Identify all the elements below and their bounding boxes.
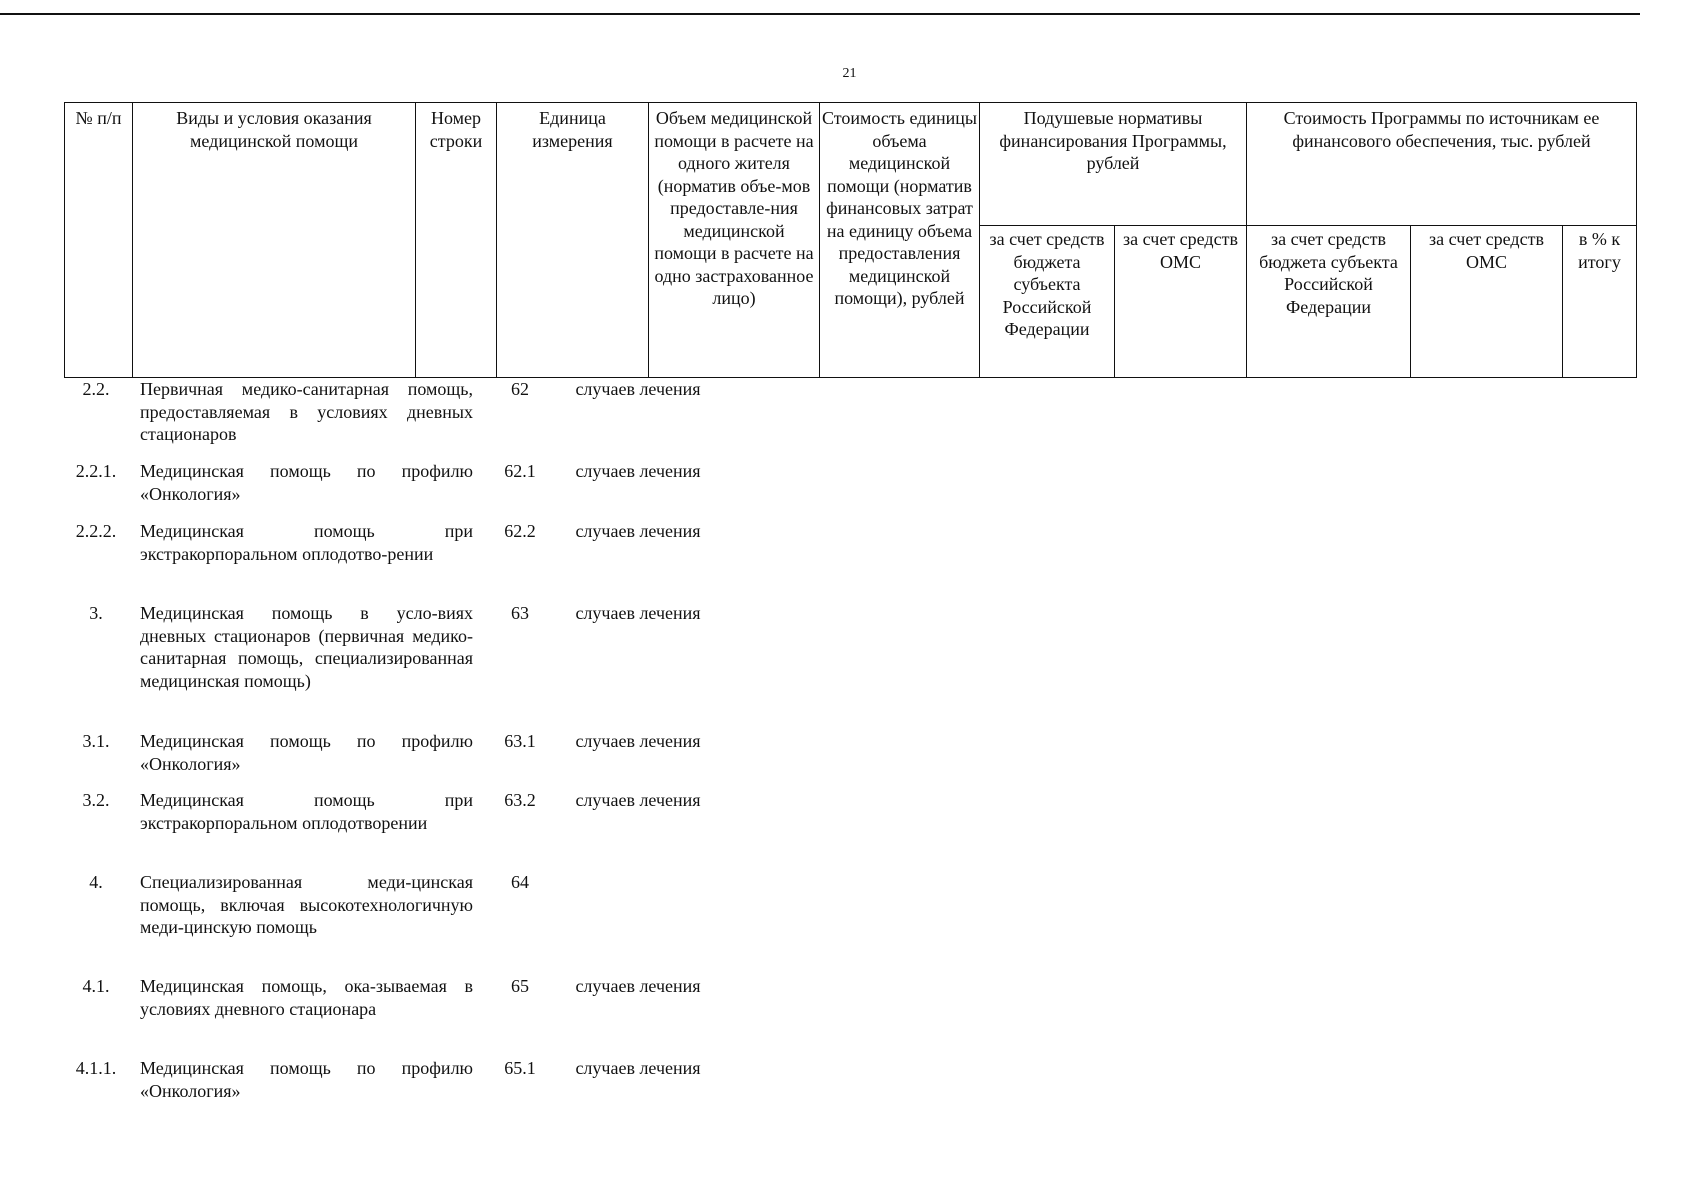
header-kind: Виды и условия оказания медицинской помощи [133,103,416,378]
header-program-cost: Стоимость Программы по источникам ее финансового обеспечения, тыс. рублей [1247,103,1637,226]
row-num: 4. [89,872,103,892]
row-unit: случаев лечения [575,603,701,623]
table-header [64,102,1637,378]
header-unit: Единица измерения [497,103,649,378]
header-program-percent: в % к итогу [1563,226,1637,378]
row-name: Специализированная меди-цинская помощь, включая высокотехнологичную меди-цинскую помощь [140,872,473,937]
row-line: 64 [511,872,529,892]
row-unit: случаев лечения [575,461,701,481]
row-num: 3.1. [82,731,110,751]
row-name: Медицинская помощь по профилю «Онкология» [140,1058,473,1101]
row-num: 2.2. [82,379,110,399]
row-line: 65 [511,976,529,996]
row-unit: случаев лечения [575,790,701,810]
row-line: 63 [511,603,529,623]
row-unit: случаев лечения [575,521,701,541]
row-unit: случаев лечения [575,731,701,751]
row-unit: случаев лечения [575,976,701,996]
header-cost: Стоимость единицы объема медицинской помощи (норматив финансовых затрат на единицу объема предоставления медицинской помощи), рублей [820,103,980,378]
row-unit: случаев лечения [575,379,701,399]
row-name: Первичная медико-санитарная помощь, предоставляемая в условиях дневных стационаров [140,379,473,444]
row-name: Медицинская помощь в усло-виях дневных стационаров (первичная медико-санитарная помощь, специализированная медицинская помощь) [140,603,473,691]
row-name: Медицинская помощь по профилю «Онкология» [140,731,473,774]
row-name: Медицинская помощь по профилю «Онкология» [140,461,473,504]
row-name: Медицинская помощь, ока-зываемая в условиях дневного стационара [140,976,473,1019]
row-line: 62.1 [504,461,536,481]
row-num: 4.1. [82,976,110,996]
row-num: 2.2.1. [75,461,117,481]
row-line: 62.2 [504,521,536,541]
row-name: Медицинская помощь при экстракорпоральном оплодотворении [140,790,473,833]
header-program-budget: за счет средств бюджета субъекта Российской Федерации [1247,226,1411,378]
header-program-oms: за счет средств ОМС [1411,226,1563,378]
row-line: 63.2 [504,790,536,810]
row-num: 4.1.1. [75,1058,117,1078]
header-line: Номер строки [416,103,497,378]
header-percapita: Подушевые нормативы финансирования Программы, рублей [980,103,1247,226]
row-num: 3. [89,603,103,623]
row-name: Медицинская помощь при экстракорпоральном оплодотво-рении [140,521,473,564]
header-percapita-budget: за счет средств бюджета субъекта Российской Федерации [980,226,1115,378]
top-rule [0,13,1640,15]
row-num: 2.2.2. [75,521,117,541]
page-number: 21 [842,66,857,81]
header-volume: Объем медицинской помощи в расчете на одного жителя (норматив объе-мов предоставле-ния медицинской помощи в расчете на одно застрахованное лицо) [649,103,820,378]
header-num: № п/п [65,103,133,378]
row-line: 65.1 [504,1058,536,1078]
row-num: 3.2. [82,790,110,810]
row-line: 63.1 [504,731,536,751]
row-unit: случаев лечения [575,1058,701,1078]
header-percapita-oms: за счет средств ОМС [1115,226,1247,378]
row-line: 62 [511,379,529,399]
